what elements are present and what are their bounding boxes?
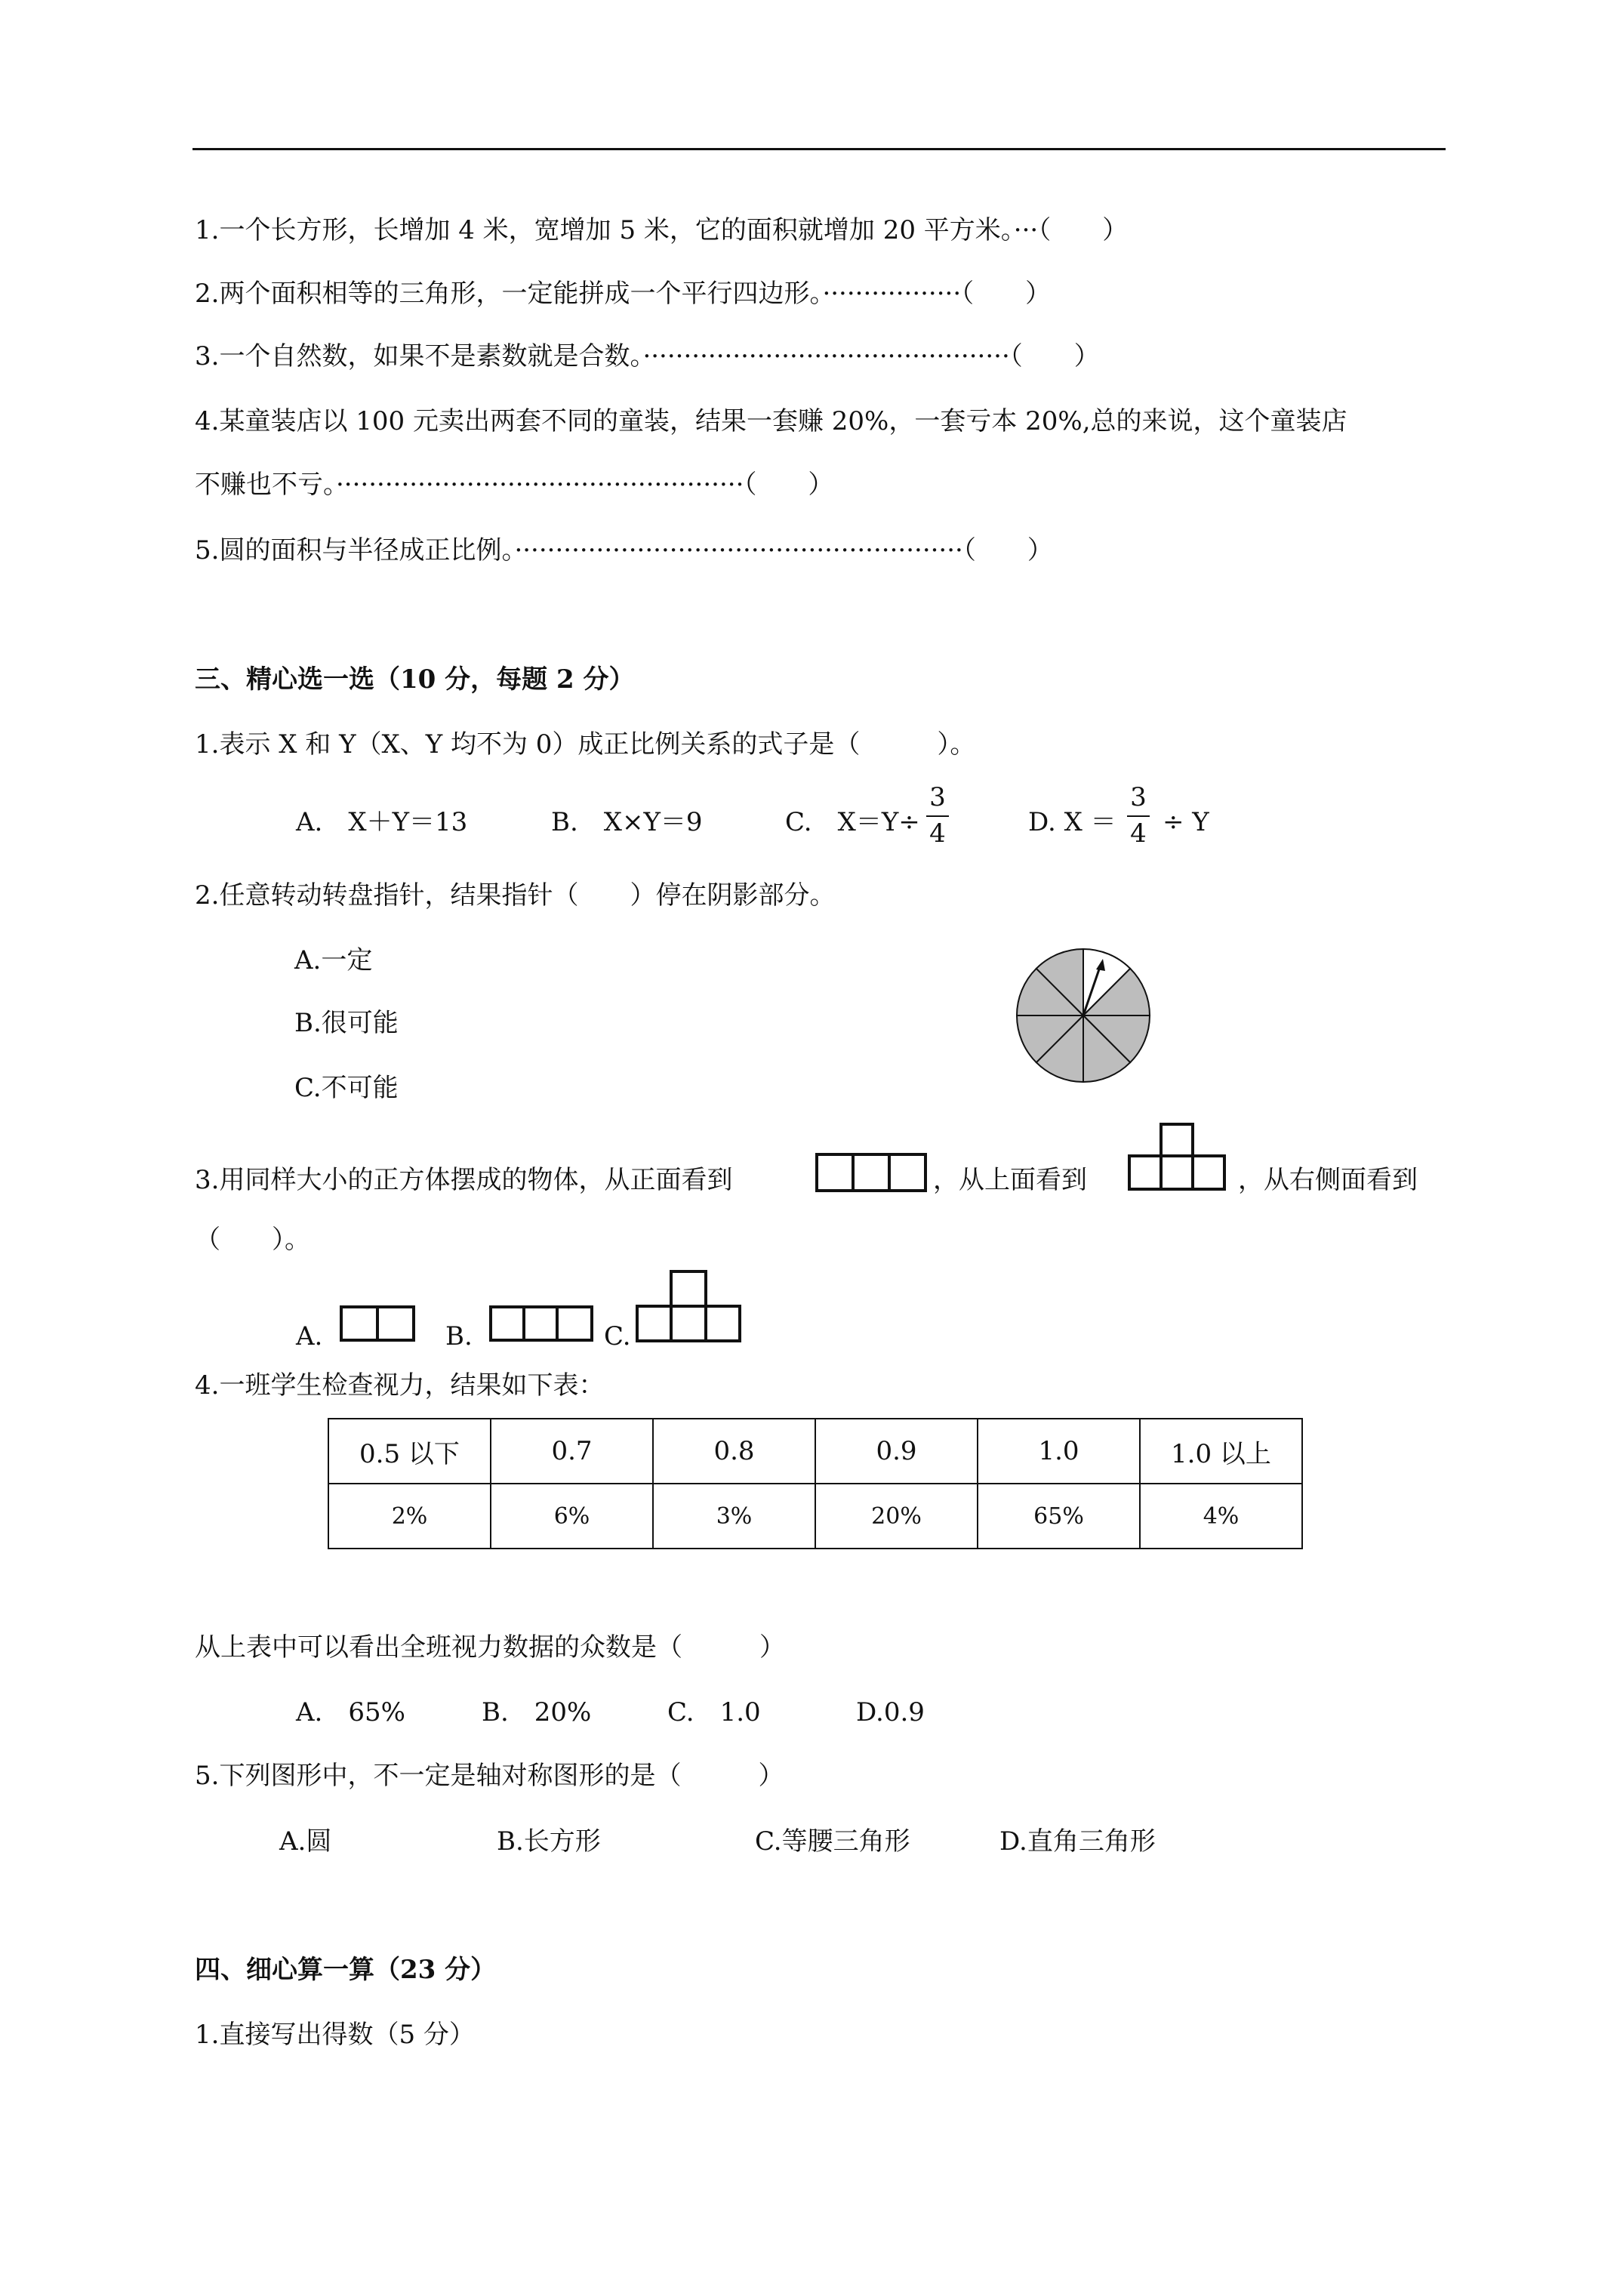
q2-option-b: B.很可能 [294, 1008, 399, 1038]
q3-option-a-figure [340, 1305, 415, 1342]
q5-option-a: A.圆 [279, 1826, 332, 1857]
q3-option-c-label: C. [604, 1321, 631, 1351]
judge-item-1: 1.一个长方形，长增加 4 米，宽增加 5 米，它的面积就增加 20 平方米。···（ ） [195, 215, 1129, 245]
q2-option-c: C.不可能 [294, 1073, 399, 1103]
judge-item-5: 5.圆的面积与半径成正比例。·······················································（ ） [195, 535, 1053, 566]
section4-heading: 四、细心算一算（23 分） [195, 1955, 497, 1985]
table-cell: 4% [1140, 1484, 1302, 1549]
table-header-cell: 0.8 [653, 1419, 815, 1484]
q4-option-b: B. 20% [482, 1697, 592, 1727]
q1-d-frac-bar [1127, 815, 1150, 817]
q1-d-frac-den: 4 [1130, 818, 1147, 849]
q3-option-b-figure [489, 1305, 593, 1342]
q1-option-d-tail: ÷ Y [1163, 807, 1209, 837]
q5-option-b: B.长方形 [497, 1826, 601, 1857]
table-header-cell: 0.5 以下 [328, 1419, 491, 1484]
table-header-row [328, 1419, 1302, 1484]
q5-option-c: C.等腰三角形 [755, 1826, 910, 1857]
q4-stem: 4.一班学生检查视力，结果如下表： [195, 1370, 605, 1401]
table-row [328, 1484, 1302, 1549]
q2-stem: 2.任意转动转盘指针，结果指针（ ）停在阴影部分。 [195, 880, 836, 911]
q4-option-c: C. 1.0 [667, 1697, 761, 1727]
judge-item-2: 2.两个面积相等的三角形，一定能拼成一个平行四边形。·················（ ） [195, 279, 1052, 309]
section3-heading: 三、精心选一选（10 分，每题 2 分） [195, 664, 635, 695]
section4-q1: 1.直接写出得数（5 分） [195, 2020, 475, 2050]
q1-option-d: D. X ＝ [1028, 807, 1116, 837]
table-cell: 6% [491, 1484, 653, 1549]
front-view-figure [815, 1153, 927, 1192]
q1-c-frac-bar [926, 815, 949, 817]
q1-option-b: B. X×Y＝9 [551, 807, 703, 837]
judge-item-4-cont: 不赚也不亏。··················································（ ） [195, 470, 834, 500]
q5-stem: 5.下列图形中，不一定是轴对称图形的是（ ） [195, 1761, 784, 1791]
top-view-figure [1128, 1123, 1226, 1191]
judge-item-3: 3.一个自然数，如果不是素数就是合数。·············································（ ） [195, 341, 1100, 371]
table-header-cell: 1.0 [978, 1419, 1140, 1484]
q3-stem-c: ，从右侧面看到 [1238, 1165, 1418, 1195]
table-header-cell: 0.9 [815, 1419, 978, 1484]
q3-stem-a: 3.用同样大小的正方体摆成的物体，从正面看到 [195, 1165, 733, 1195]
q3-option-c-figure [636, 1270, 741, 1342]
table-cell: 20% [815, 1484, 978, 1549]
q4-option-a: A. 65% [296, 1697, 405, 1727]
q1-c-frac-num: 3 [929, 782, 946, 812]
q5-option-d: D.直角三角形 [999, 1826, 1156, 1857]
q1-option-c: C. X＝Y÷ [785, 807, 920, 837]
q1-stem: 1.表示 X 和 Y（X、Y 均不为 0）成正比例关系的式子是（ ）。 [195, 729, 976, 760]
table-cell: 3% [653, 1484, 815, 1549]
table-header-cell: 0.7 [491, 1419, 653, 1484]
judge-item-4: 4.某童装店以 100 元卖出两套不同的童装，结果一套赚 20%，一套亏本 20%,总的来说，这个童装店 [195, 406, 1347, 436]
q2-option-a: A.一定 [294, 945, 373, 975]
table-cell: 2% [328, 1484, 491, 1549]
q3-option-b-label: B. [445, 1321, 473, 1351]
spinner-figure [1012, 944, 1155, 1087]
q3-option-a-label: A. [296, 1321, 323, 1351]
q1-option-a: A. X＋Y＝13 [296, 807, 468, 837]
table-cell: 65% [978, 1484, 1140, 1549]
table-header-cell: 1.0 以上 [1140, 1419, 1302, 1484]
q4-option-d: D.0.9 [856, 1697, 925, 1727]
q1-c-frac-den: 4 [929, 818, 946, 849]
vision-table [328, 1418, 1303, 1549]
q1-d-frac-num: 3 [1130, 782, 1147, 812]
q4-question: 从上表中可以看出全班视力数据的众数是（ ） [195, 1632, 785, 1663]
q3-stem-b: ，从上面看到 [933, 1165, 1087, 1195]
q3-stem-d: （ ）。 [195, 1225, 310, 1255]
header-rule [192, 148, 1446, 150]
